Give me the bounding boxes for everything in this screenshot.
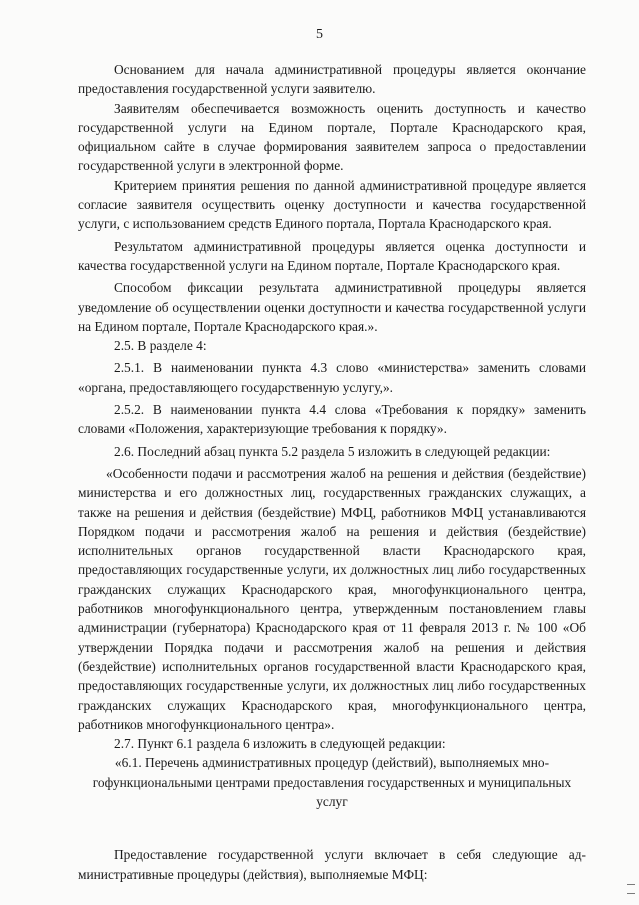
scan-edge-mark (627, 893, 635, 894)
paragraph-item-2-5-1: 2.5.1. В наименовании пункта 4.3 слово «министерства» заменить словами «органа, предоставляющего государственную услугу,». (78, 360, 586, 395)
paragraph-decision-criterion: Критерием принятия решения по данной административной процедуре является согласие заявителя осуществить оценку доступности и качества государственной услуги, с использованием средств Единого портала, Портала Краснодарского края. (78, 177, 586, 232)
paragraph-result-fixation: Способом фиксации результата административной процедуры является уведомление об осуществлении оценки доступности и качества государственной услуги на Едином портале, Портале Краснодарского края.». (78, 280, 586, 334)
paragraph-item-2-7: 2.7. Пункт 6.1 раздела 6 изложить в следующей редакции: (114, 736, 446, 752)
paragraph-procedure-basis: Основанием для начала административной процедуры является окончание предоставления государственной услуги заявителю. (78, 62, 586, 97)
document-body (78, 60, 586, 884)
paragraph-item-2-5: 2.5. В разделе 4: (114, 338, 207, 354)
paragraph-item-2-5-2: 2.5.2. В наименовании пункта 4.4 слова «Требования к порядку» заменить словами «Положения, характеризующие требования к порядку». (78, 402, 586, 437)
page-number: 5 (316, 27, 323, 42)
paragraph-item-2-6: 2.6. Последний абзац пункта 5.2 раздела 5 изложить в следующей редакции: (114, 443, 551, 459)
paragraph-quality-assessment: Заявителям обеспечивается возможность оценить доступность и качество государственной услуги на Едином портале, Портале Краснодарского края, официальном сайте в случае формирования заявителем запроса о предоставлении государственной услуги в электронной форме. (78, 100, 586, 174)
paragraph-procedure-result: Результатом административной процедуры является оценка доступности и качества государственной услуги на Едином портале, Портале Краснодарского края. (78, 238, 586, 273)
paragraph-complaints-quote: «Особенности подачи и рассмотрения жалоб на решения и действия (бездействие) министерства и его должностных лиц, государственных гражданских служащих, а также на решения и действия (бездействие) МФЦ, работников МФЦ устанавливаются Порядком подачи и рассмотрения жалоб на решения и действия (бездействие) исполнительных органов государственной власти Краснодарского края, предоставляющих государственные услуги, их должностных лиц либо государственных гражданских служащих Краснодарского края, многофункционального центра, работников многофункционального центра, утвержденным постановлением главы администрации (губернатора) Краснодарского края от 11 февраля 2013 г. № 100 «Об утверждении Порядка подачи и рассмотрения жалоб на решения и действия (бездействие) исполнительных органов государственной власти Краснодарского края, предоставляющих государственные услуги, их должностных лиц либо государственных гражданских служащих Краснодарского края, многофункционального центра, работников многофункционального центра». (78, 465, 586, 732)
scan-edge-mark (627, 884, 635, 885)
paragraph-procedures-intro: Предоставление государственной услуги включает в себя следующие административные процедуры (действия), выполняемые МФЦ: (78, 847, 586, 882)
section-heading-6-1: «6.1. Перечень административных процедур (действий), выполняемых многофункциональными центрами предоставления государственных и муниципальных услуг (92, 755, 572, 809)
